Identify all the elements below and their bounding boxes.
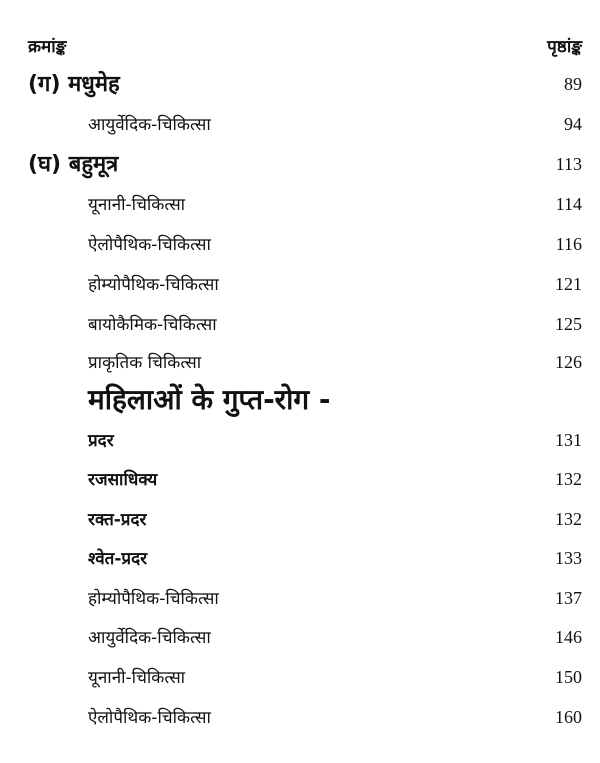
toc-row <box>0 308 600 338</box>
toc-row <box>0 188 600 218</box>
toc-entry-page: 132 <box>555 509 582 529</box>
toc-entry-title: होम्योपैथिक-चिकित्सा <box>88 275 219 295</box>
toc-entry-page: 150 <box>555 667 582 687</box>
toc-entry-title: आयुर्वेदिक-चिकित्सा <box>88 628 211 648</box>
toc-entry-page: 114 <box>555 194 582 214</box>
toc-row <box>0 346 600 376</box>
toc-entry-page: 121 <box>555 274 582 294</box>
toc-entry-page: 113 <box>555 154 582 174</box>
toc-entry-title: (ग) मधुमेह <box>28 72 120 97</box>
toc-row <box>0 228 600 258</box>
toc-row <box>0 424 600 454</box>
toc-entry-title: यूनानी-चिकित्सा <box>88 668 186 688</box>
toc-entry-page: 133 <box>555 548 582 568</box>
toc-row <box>0 148 600 178</box>
toc-entry-page: 132 <box>555 469 582 489</box>
toc-row <box>0 268 600 298</box>
toc-entry-title: होम्योपैथिक-चिकित्सा <box>88 589 219 609</box>
toc-entry-title: रक्त-प्रदर <box>88 510 147 530</box>
toc-entry-title: बायोकैमिक-चिकित्सा <box>88 315 217 335</box>
toc-entry-page: 89 <box>564 74 582 94</box>
toc-entry-title: ऐलोपैथिक-चिकित्सा <box>88 235 211 255</box>
toc-row <box>0 701 600 731</box>
toc-entry-title: ऐलोपैथिक-चिकित्सा <box>88 708 211 728</box>
toc-entry-page: 131 <box>555 430 582 450</box>
toc-row <box>0 542 600 572</box>
toc-entry-title: रजसाधिक्य <box>88 470 158 490</box>
page-number-header: पृष्ठांङ्क <box>547 37 582 57</box>
toc-entry-title: यूनानी-चिकित्सा <box>88 195 186 215</box>
toc-entry-title: प्राकृतिक चिकित्सा <box>88 353 202 373</box>
toc-entry-page: 116 <box>555 234 582 254</box>
toc-section-title: महिलाओं के गुप्त-रोग - <box>88 383 331 416</box>
toc-entry-title: श्वेत-प्रदर <box>88 549 148 569</box>
toc-entry-page: 137 <box>555 588 582 608</box>
serial-number-header: क्रमांङ्क <box>28 37 67 57</box>
toc-entry-page: 126 <box>555 352 582 372</box>
toc-row <box>0 582 600 612</box>
toc-row <box>0 503 600 533</box>
toc-row <box>0 108 600 138</box>
toc-row <box>0 621 600 651</box>
toc-row <box>0 463 600 493</box>
toc-entry-page: 94 <box>564 114 582 134</box>
toc-entry-page: 125 <box>555 314 582 334</box>
toc-entry-title: प्रदर <box>88 431 114 451</box>
toc-row <box>0 661 600 691</box>
toc-row <box>0 68 600 98</box>
toc-section-row <box>0 384 600 424</box>
toc-entry-page: 160 <box>555 707 582 727</box>
toc-entry-title: (घ) बहुमूत्र <box>28 152 119 177</box>
toc-entry-title: आयुर्वेदिक-चिकित्सा <box>88 115 211 135</box>
toc-entry-page: 146 <box>555 627 582 647</box>
